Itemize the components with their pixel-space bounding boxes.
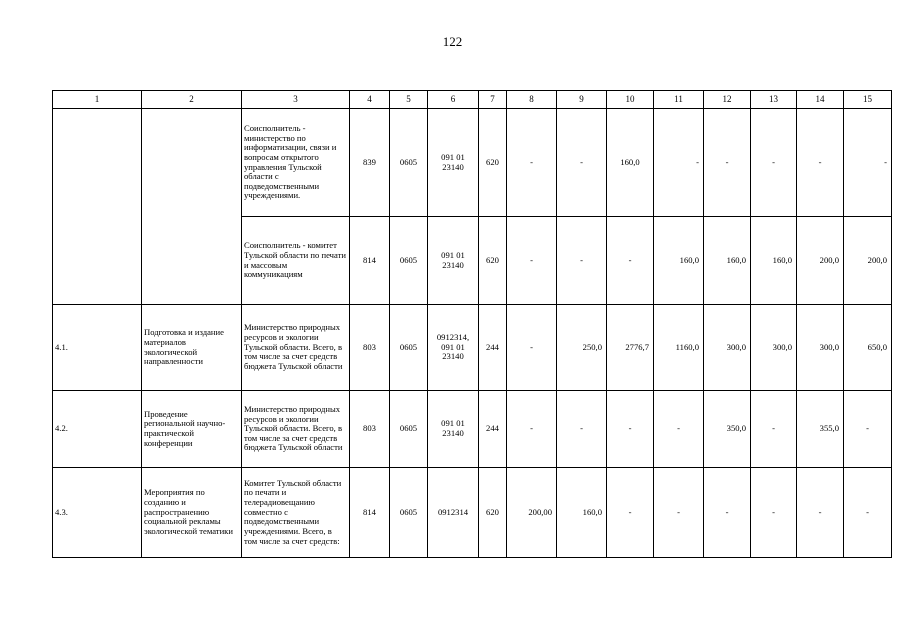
header-row: [53, 91, 892, 109]
cell-c10: -: [607, 217, 654, 305]
column-header: 9: [557, 91, 607, 109]
table-row: [53, 391, 892, 468]
column-header: 1: [53, 91, 142, 109]
column-header: 8: [507, 91, 557, 109]
cell-c13: 160,0: [751, 217, 797, 305]
cell-c9: -: [557, 391, 607, 468]
cell-c6: 0912314: [428, 468, 479, 558]
table-row: [53, 305, 892, 391]
cell-c7: 244: [479, 391, 507, 468]
row-executor: Комитет Тульской области по печати и телерадиовещанию совместно с подведомственными учреждениями. Всего, в том числе за счет средств:: [242, 468, 350, 558]
column-header: 14: [797, 91, 844, 109]
row-executor: Министерство природных ресурсов и экологии Тульской области. Всего, в том числе за счет средств бюджета Тульской области: [242, 305, 350, 391]
page-number: 122: [442, 34, 463, 49]
row-number: 4.1.: [53, 305, 142, 391]
cell-c5: 0605: [390, 109, 428, 217]
column-header: 5: [390, 91, 428, 109]
cell-c15: 200,0: [844, 217, 892, 305]
cell-c5: 0605: [390, 217, 428, 305]
row-executor: Соисполнитель - министерство по информатизации, связи и вопросам открытого управления Тульской области с подведомственными учреждениями.: [242, 109, 350, 217]
row-name: Подготовка и издание материалов экологической направленности: [142, 305, 242, 391]
row-number: 4.2.: [53, 391, 142, 468]
column-header: 12: [704, 91, 751, 109]
cell-c15: -: [844, 109, 892, 217]
column-header: 15: [844, 91, 892, 109]
cell-c4: 814: [350, 217, 390, 305]
cell-c10: 160,0: [607, 109, 654, 217]
cell-c15: 650,0: [844, 305, 892, 391]
cell-c4: 803: [350, 305, 390, 391]
table-row: [53, 468, 892, 558]
cell-c6: 091 01 23140: [428, 391, 479, 468]
cell-c10: 2776,7: [607, 305, 654, 391]
cell-c12: 350,0: [704, 391, 751, 468]
cell-c5: 0605: [390, 468, 428, 558]
cell-c8: 200,00: [507, 468, 557, 558]
cell-c14: -: [797, 109, 844, 217]
cell-c12: 160,0: [704, 217, 751, 305]
column-header: 4: [350, 91, 390, 109]
cell-c8: -: [507, 391, 557, 468]
column-header: 10: [607, 91, 654, 109]
cell-c10: -: [607, 468, 654, 558]
row-name: Мероприятия по созданию и распространению социальной рекламы экологической тематики: [142, 468, 242, 558]
cell-c4: 814: [350, 468, 390, 558]
cell-c9: -: [557, 109, 607, 217]
column-header: 11: [654, 91, 704, 109]
column-header: 3: [242, 91, 350, 109]
cell-c15: -: [844, 391, 892, 468]
cell-c10: -: [607, 391, 654, 468]
cell-c14: 355,0: [797, 391, 844, 468]
cell-c12: -: [704, 468, 751, 558]
cell-c8: -: [507, 305, 557, 391]
cell-c6: 091 01 23140: [428, 109, 479, 217]
cell-c4: 839: [350, 109, 390, 217]
cell-c7: 620: [479, 109, 507, 217]
cell-c11: 1160,0: [654, 305, 704, 391]
cell-c4: 803: [350, 391, 390, 468]
column-header: 6: [428, 91, 479, 109]
cell-c11: -: [654, 468, 704, 558]
cell-c7: 244: [479, 305, 507, 391]
cell-c14: 200,0: [797, 217, 844, 305]
column-header: 7: [479, 91, 507, 109]
cell-c8: -: [507, 109, 557, 217]
row-name: Проведение региональной научно-практической конференции: [142, 391, 242, 468]
cell-c12: -: [704, 109, 751, 217]
cell-c14: -: [797, 468, 844, 558]
cell-c11: -: [654, 109, 704, 217]
budget-table: [52, 90, 892, 558]
column-header: 13: [751, 91, 797, 109]
cell-c12: 300,0: [704, 305, 751, 391]
cell-c13: -: [751, 109, 797, 217]
row-number: 4.3.: [53, 468, 142, 558]
table-row: [53, 109, 892, 217]
cell-c9: 250,0: [557, 305, 607, 391]
cell-c6: 0912314, 091 01 23140: [428, 305, 479, 391]
cell-c15: -: [844, 468, 892, 558]
cell-c11: 160,0: [654, 217, 704, 305]
row-name: [142, 109, 242, 305]
row-number: [53, 109, 142, 305]
row-executor: Соисполнитель - комитет Тульской области по печати и массовым коммуникациям: [242, 217, 350, 305]
cell-c13: 300,0: [751, 305, 797, 391]
cell-c7: 620: [479, 217, 507, 305]
cell-c11: -: [654, 391, 704, 468]
row-executor: Министерство природных ресурсов и экологии Тульской области. Всего, в том числе за счет средств бюджета Тульской области: [242, 391, 350, 468]
cell-c7: 620: [479, 468, 507, 558]
cell-c5: 0605: [390, 305, 428, 391]
cell-c13: -: [751, 468, 797, 558]
cell-c9: -: [557, 217, 607, 305]
cell-c8: -: [507, 217, 557, 305]
cell-c6: 091 01 23140: [428, 217, 479, 305]
cell-c14: 300,0: [797, 305, 844, 391]
column-header: 2: [142, 91, 242, 109]
cell-c9: 160,0: [557, 468, 607, 558]
cell-c13: -: [751, 391, 797, 468]
cell-c5: 0605: [390, 391, 428, 468]
